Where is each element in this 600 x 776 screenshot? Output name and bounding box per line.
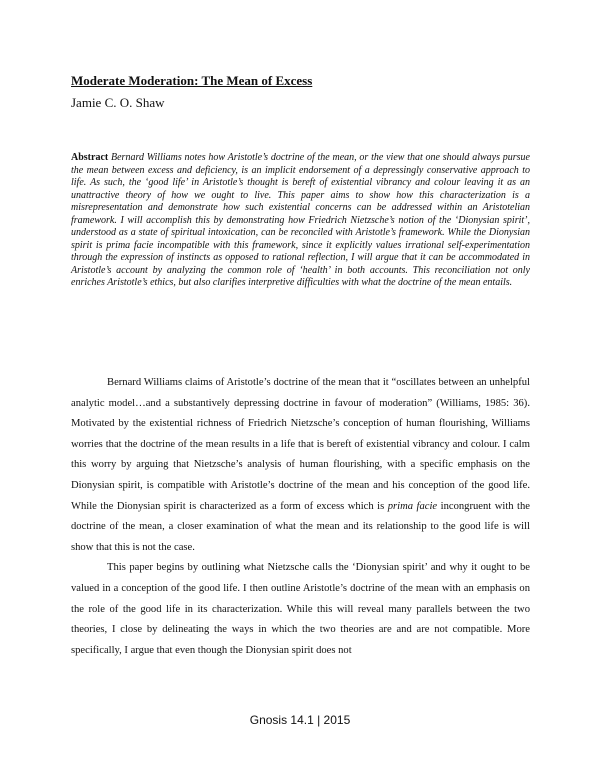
abstract-text: Bernard Williams notes how Aristotle’s doctrine of the mean, or the view that one should always pursue the mean between excess and deficiency, is an implicit endorsement of a depressingly conservative approach to life. As such, the ‘good life’ in Aristotle’s thought is bereft of existential vibrancy and colour leaving it as an unattractive theory of how we ought to live. This paper aims to show how this characterization is a misrepresentation and demonstrate how such existential concerns can be addressed within an Aristotelian framework. I will accomplish this by demonstrating how Friedrich Nietzsche’s notion of the ‘Dionysian spirit’, understood as a state of spiritual intoxication, can be reconciled with Aristotle’s framework. While the Dionysian spirit is prima facie incompatible with this framework, since it explicitly values irrational self-experimentation through the expression of instincts as opposed to rational reflection, I will argue that it can be accommodated in Aristotle’s account by analyzing the common role of ‘health’ in both accounts. This reconciliation not only enriches Aristotle’s ethics, but also clarifies interpretive difficulties with what the doctrine of the mean entails. [71,152,530,288]
abstract [71,152,530,290]
paper-title: Moderate Moderation: The Mean of Excess [71,73,313,88]
paragraph-1 [71,373,530,558]
paragraph-2: This paper begins by outlining what Nietzsche calls the ‘Dionysian spirit’ and why it ought to be valued in a conception of the good life. I then outline Aristotle’s doctrine of the mean with an emphasis on the role of the good life in its characterization. While this will reveal many parallels between the two theories, I close by delineating the ways in which the two theories are and are not compatible. More specifically, I argue that even though the Dionysian spirit does not [71,562,530,656]
author-name: Jamie C. O. Shaw [71,95,165,110]
paragraph-1-part-b: incongruent with the doctrine of the mean, a closer examination of what the mean and its relationship to the good life is will show that this is not the case. [71,500,530,553]
paragraph-1-part-a: Bernard Williams claims of Aristotle’s doctrine of the mean that it “oscillates between an unhelpful analytic model…and a substantively depressing doctrine in favour of moderation” (Williams, 1985: 36). Motivated by the existential richness of Friedrich Nietzsche’s conception of human flourishing, Williams worries that the doctrine of the mean results in a life that is bereft of existential vibrancy and colour. I calm this worry by arguing that Nietzsche’s analysis of human flourishing, with a specific emphasis on the Dionysian spirit, is compatible with Aristotle’s doctrine of the mean and his conception of the good life. While the Dionysian spirit is characterized as a form of excess which is [71,377,530,512]
paragraph-1-emphasis: prima facie [387,500,438,512]
body-text [71,373,530,661]
abstract-label: Abstract [71,152,109,163]
journal-footer: Gnosis 14.1 | 2015 [249,713,351,727]
